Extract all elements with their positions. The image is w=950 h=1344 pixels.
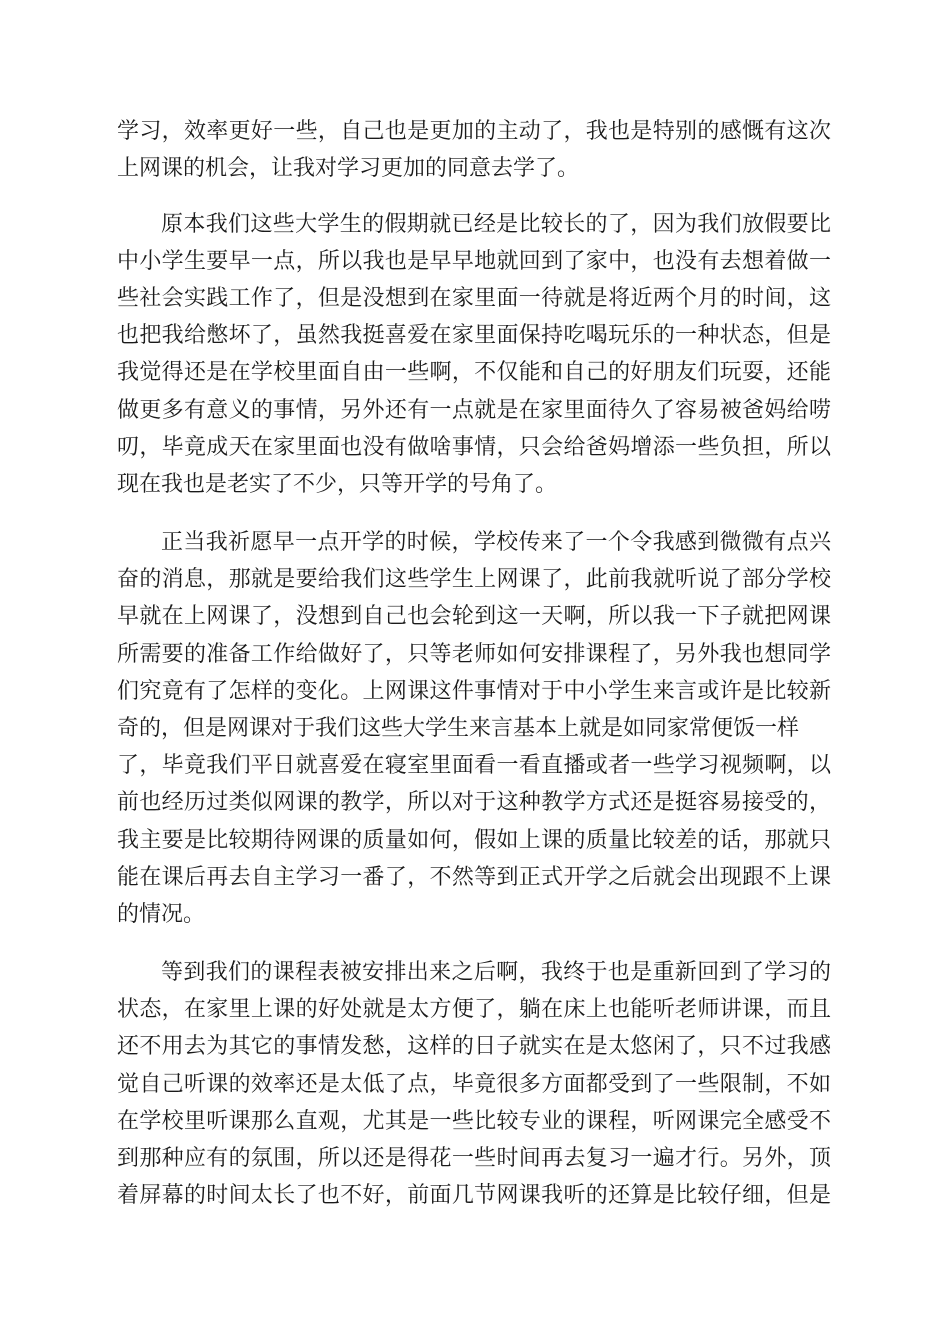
paragraph-3-line-4: 所需要的准备工作给做好了，只等老师如何安排课程了，另外我也想同学 bbox=[117, 642, 831, 667]
paragraph-3-line-8: 前也经历过类似网课的教学，所以对于这种教学方式还是挺容易接受的， bbox=[117, 790, 831, 815]
paragraph-2-line-1: 原本我们这些大学生的假期就已经是比较长的了，因为我们放假要比 bbox=[161, 212, 831, 237]
paragraph-2-line-8: 现在我也是老实了不少，只等开学的号角了。 bbox=[117, 472, 558, 497]
paragraph-4-line-6: 到那种应有的氛围，所以还是得花一些时间再去复习一遍才行。另外，顶 bbox=[117, 1146, 831, 1171]
paragraph-2-line-4: 也把我给憋坏了，虽然我挺喜爱在家里面保持吃喝玩乐的一种状态，但是 bbox=[117, 323, 831, 348]
paragraph-3-line-3: 早就在上网课了，没想到自己也会轮到这一天啊，所以我一下子就把网课 bbox=[117, 604, 831, 629]
paragraph-1-line-2: 上网课的机会，让我对学习更加的同意去学了。 bbox=[117, 156, 580, 181]
paragraph-3-line-11: 的情况。 bbox=[117, 902, 206, 927]
paragraph-2-line-5: 我觉得还是在学校里面自由一些啊，不仅能和自己的好朋友们玩耍，还能 bbox=[117, 360, 831, 385]
paragraph-3-line-9: 我主要是比较期待网课的质量如何，假如上课的质量比较差的话，那就只 bbox=[117, 828, 831, 853]
paragraph-3-line-1: 正当我祈愿早一点开学的时候，学校传来了一个令我感到微微有点兴 bbox=[161, 530, 831, 555]
paragraph-4-line-1: 等到我们的课程表被安排出来之后啊，我终于也是重新回到了学习的 bbox=[161, 960, 831, 985]
paragraph-3-line-10: 能在课后再去自主学习一番了，不然等到正式开学之后就会出现跟不上课 bbox=[117, 865, 831, 890]
paragraph-2-line-6: 做更多有意义的事情，另外还有一点就是在家里面待久了容易被爸妈给唠 bbox=[117, 398, 831, 423]
paragraph-3-line-7: 了，毕竟我们平日就喜爱在寝室里面看一看直播或者一些学习视频啊，以 bbox=[117, 753, 831, 778]
paragraph-4-line-3: 还不用去为其它的事情发愁，这样的日子就实在是太悠闲了，只不过我感 bbox=[117, 1034, 831, 1059]
paragraph-3-line-2: 奋的消息，那就是要给我们这些学生上网课了，此前我就听说了部分学校 bbox=[117, 567, 831, 592]
paragraph-3-line-5: 们究竟有了怎样的变化。上网课这件事情对于中小学生来言或许是比较新 bbox=[117, 679, 831, 704]
paragraph-2-line-3: 些社会实践工作了，但是没想到在家里面一待就是将近两个月的时间，这 bbox=[117, 286, 831, 311]
paragraph-1-line-1: 学习，效率更好一些，自己也是更加的主动了，我也是特别的感慨有这次 bbox=[117, 119, 831, 144]
paragraph-4-line-4: 觉自己听课的效率还是太低了点，毕竟很多方面都受到了一些限制，不如 bbox=[117, 1072, 831, 1097]
paragraph-4-line-2: 状态，在家里上课的好处就是太方便了，躺在床上也能听老师讲课，而且 bbox=[117, 997, 831, 1022]
paragraph-4-line-5: 在学校里听课那么直观，尤其是一些比较专业的课程，听网课完全感受不 bbox=[117, 1109, 831, 1134]
paragraph-2-line-2: 中小学生要早一点，所以我也是早早地就回到了家中，也没有去想着做一 bbox=[117, 249, 831, 274]
paragraph-4-line-7: 着屏幕的时间太长了也不好，前面几节网课我听的还算是比较仔细，但是 bbox=[117, 1183, 831, 1208]
paragraph-2-line-7: 叨，毕竟成天在家里面也没有做啥事情，只会给爸妈增添一些负担，所以 bbox=[117, 435, 831, 460]
paragraph-3-line-6: 奇的，但是网课对于我们这些大学生来言基本上就是如同家常便饭一样 bbox=[117, 716, 800, 741]
